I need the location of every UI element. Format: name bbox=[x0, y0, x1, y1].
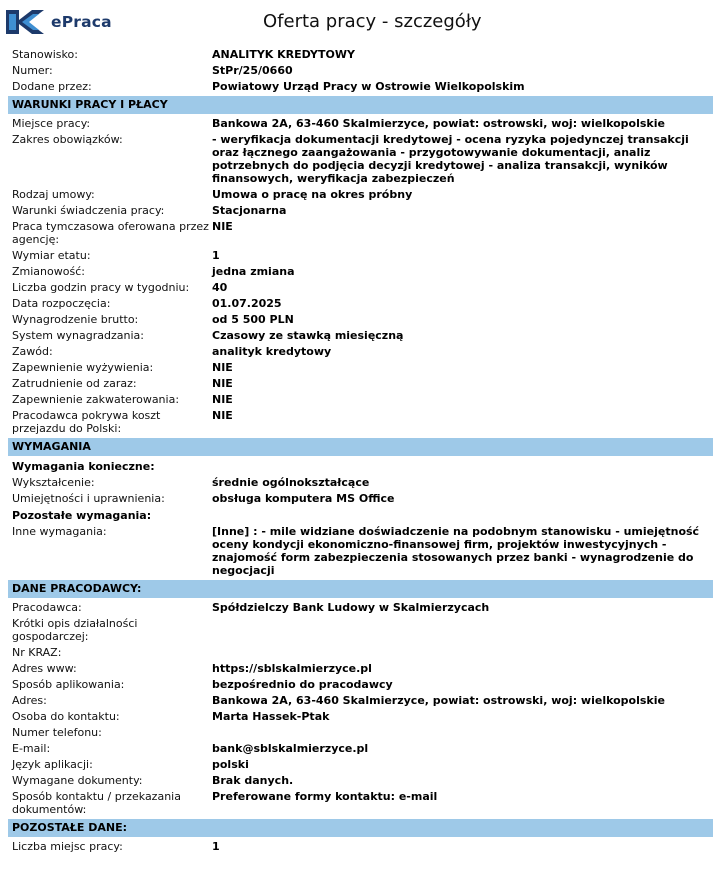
field-label: Nr KRAZ: bbox=[12, 646, 62, 659]
wymagania-fields bbox=[8, 458, 713, 579]
field-value: bezpośrednio do pracodawcy bbox=[212, 678, 393, 691]
field-value: 1 bbox=[212, 840, 220, 853]
field-label: Inne wymagania: bbox=[12, 525, 107, 538]
logo-text: ePraca bbox=[51, 13, 112, 31]
field-row bbox=[8, 312, 713, 328]
website-link[interactable]: https://sblskalmierzyce.pl bbox=[212, 662, 372, 675]
field-label: Wynagrodzenie brutto: bbox=[12, 313, 139, 326]
field-value: ANALITYK KREDYTOWY bbox=[212, 48, 355, 61]
field-label: Rodzaj umowy: bbox=[12, 188, 95, 201]
field-value bbox=[212, 726, 713, 739]
field-label: Zakres obowiązków: bbox=[12, 133, 123, 146]
field-row bbox=[8, 408, 713, 437]
field-label: Sposób kontaktu / przekazania dokumentów: bbox=[12, 790, 181, 816]
field-label: Umiejętności i uprawnienia: bbox=[12, 492, 165, 505]
field-row bbox=[8, 392, 713, 408]
field-value: 1 bbox=[212, 249, 220, 262]
section-header-pracodawca: DANE PRACODAWCY: bbox=[8, 580, 713, 598]
field-label: Stanowisko: bbox=[12, 48, 78, 61]
field-value: Czasowy ze stawką miesięczną bbox=[212, 329, 404, 342]
field-value: 01.07.2025 bbox=[212, 297, 282, 310]
field-row bbox=[8, 616, 713, 645]
field-value: NIE bbox=[212, 409, 233, 422]
field-label: Wymagane dokumenty: bbox=[12, 774, 143, 787]
field-row bbox=[8, 203, 713, 219]
email-link[interactable]: bank@sblskalmierzyce.pl bbox=[212, 742, 369, 755]
field-label: Liczba miejsc pracy: bbox=[12, 840, 123, 853]
field-row bbox=[8, 116, 713, 132]
field-label: Miejsce pracy: bbox=[12, 117, 91, 130]
field-value: analityk kredytowy bbox=[212, 345, 332, 358]
field-value: obsługa komputera MS Office bbox=[212, 492, 395, 505]
field-row bbox=[8, 491, 713, 507]
page-title: Oferta pracy - szczegóły bbox=[263, 11, 482, 32]
field-row bbox=[8, 524, 713, 579]
warunki-fields bbox=[8, 116, 713, 437]
field-value: - weryfikacja dokumentacji kredytowej - ocena ryzyka pojedynczej transakcji oraz łącznego zaangażowania - przygotowywanie dokumentacji, analiz potrzebnych do podjęcia decyzji kredytowej - analiza transakcji, wyników finansowych, weryfikacja zabezpieczeń bbox=[212, 133, 689, 185]
field-value: Stacjonarna bbox=[212, 204, 287, 217]
field-row bbox=[8, 709, 713, 725]
field-label: Język aplikacji: bbox=[12, 758, 93, 771]
field-value bbox=[212, 617, 713, 643]
field-value: Marta Hassek-Ptak bbox=[212, 710, 330, 723]
pozostale-fields bbox=[8, 839, 713, 855]
field-value: NIE bbox=[212, 393, 233, 406]
field-row bbox=[8, 132, 713, 187]
field-row bbox=[8, 475, 713, 491]
pracodawca-fields bbox=[8, 600, 713, 818]
field-row bbox=[8, 47, 713, 63]
field-label: Adres www: bbox=[12, 662, 77, 675]
header bbox=[0, 0, 713, 44]
epraca-logo-icon bbox=[6, 10, 46, 34]
field-row bbox=[8, 219, 713, 248]
field-label: Wymiar etatu: bbox=[12, 249, 91, 262]
field-row bbox=[8, 63, 713, 79]
field-value: NIE bbox=[212, 377, 233, 390]
field-label: System wynagradzania: bbox=[12, 329, 144, 342]
field-value: jedna zmiana bbox=[212, 265, 295, 278]
field-label: Pracodawca: bbox=[12, 601, 82, 614]
field-value: od 5 500 PLN bbox=[212, 313, 294, 326]
field-label: Osoba do kontaktu: bbox=[12, 710, 120, 723]
epraca-logo[interactable] bbox=[6, 10, 112, 34]
field-label: Liczba godzin pracy w tygodniu: bbox=[12, 281, 190, 294]
field-row bbox=[8, 280, 713, 296]
field-row bbox=[8, 600, 713, 616]
field-value: 40 bbox=[212, 281, 228, 294]
field-label: Sposób aplikowania: bbox=[12, 678, 125, 691]
field-value: Bankowa 2A, 63-460 Skalmierzyce, powiat: ostrowski, woj: wielkopolskie bbox=[212, 694, 665, 707]
field-label: Data rozpoczęcia: bbox=[12, 297, 111, 310]
field-row bbox=[8, 344, 713, 360]
field-row bbox=[8, 296, 713, 312]
field-value: Powiatowy Urząd Pracy w Ostrowie Wielkopolskim bbox=[212, 80, 525, 93]
section-header-warunki: WARUNKI PRACY I PŁACY bbox=[8, 96, 713, 114]
field-value bbox=[212, 646, 713, 659]
field-label: Adres: bbox=[12, 694, 47, 707]
field-row bbox=[8, 360, 713, 376]
field-row bbox=[8, 677, 713, 693]
field-label: Dodane przez: bbox=[12, 80, 92, 93]
field-value: Preferowane formy kontaktu: e-mail bbox=[212, 790, 438, 803]
field-label: Pracodawca pokrywa koszt przejazdu do Polski: bbox=[12, 409, 161, 435]
field-value: Bankowa 2A, 63-460 Skalmierzyce, powiat: ostrowski, woj: wielkopolskie bbox=[212, 117, 665, 130]
field-label: Zapewnienie wyżywienia: bbox=[12, 361, 154, 374]
field-label: Krótki opis działalności gospodarczej: bbox=[12, 617, 138, 643]
field-label: E-mail: bbox=[12, 742, 51, 755]
section-header-pozostale: POZOSTAŁE DANE: bbox=[8, 819, 713, 837]
field-label: Zawód: bbox=[12, 345, 53, 358]
offer-details bbox=[8, 47, 713, 855]
field-value: Spółdzielczy Bank Ludowy w Skalmierzycach bbox=[212, 601, 490, 614]
field-label: Numer telefonu: bbox=[12, 726, 102, 739]
field-row bbox=[8, 376, 713, 392]
section-header-wymagania: WYMAGANIA bbox=[8, 438, 713, 456]
field-label: Numer: bbox=[12, 64, 53, 77]
field-label: Zatrudnienie od zaraz: bbox=[12, 377, 137, 390]
field-label: Praca tymczasowa oferowana przez agencję: bbox=[12, 220, 209, 246]
field-row bbox=[8, 264, 713, 280]
field-row bbox=[8, 741, 713, 757]
field-row bbox=[8, 187, 713, 203]
field-label: Wykształcenie: bbox=[12, 476, 95, 489]
field-value: średnie ogólnokształcące bbox=[212, 476, 370, 489]
field-value: NIE bbox=[212, 361, 233, 374]
field-row bbox=[8, 645, 713, 661]
field-row bbox=[8, 773, 713, 789]
field-row bbox=[8, 661, 713, 677]
field-value: StPr/25/0660 bbox=[212, 64, 293, 77]
field-row bbox=[8, 693, 713, 709]
field-value: Brak danych. bbox=[212, 774, 294, 787]
field-label: Zapewnienie zakwaterowania: bbox=[12, 393, 180, 406]
field-value: [Inne] : - mile widziane doświadczenie na podobnym stanowisku - umiejętność oceny kondycji ekonomiczno-finansowej firm, projektów inwestycyjnych - znajomość form zabezpieczenia stosowanych przez banki - wynagrodzenie do negocjacji bbox=[212, 525, 700, 577]
top-fields bbox=[8, 47, 713, 95]
field-label: Warunki świadczenia pracy: bbox=[12, 204, 165, 217]
field-row bbox=[8, 839, 713, 855]
field-value: Umowa o pracę na okres próbny bbox=[212, 188, 413, 201]
subsection-title: Pozostałe wymagania: bbox=[12, 509, 152, 522]
field-value: NIE bbox=[212, 220, 233, 233]
field-label: Zmianowość: bbox=[12, 265, 85, 278]
field-value: polski bbox=[212, 758, 249, 771]
field-row bbox=[8, 328, 713, 344]
field-row bbox=[8, 789, 713, 818]
field-row bbox=[8, 248, 713, 264]
field-row bbox=[8, 79, 713, 95]
subsection-title: Wymagania konieczne: bbox=[12, 460, 155, 473]
field-row bbox=[8, 757, 713, 773]
field-row bbox=[8, 725, 713, 741]
